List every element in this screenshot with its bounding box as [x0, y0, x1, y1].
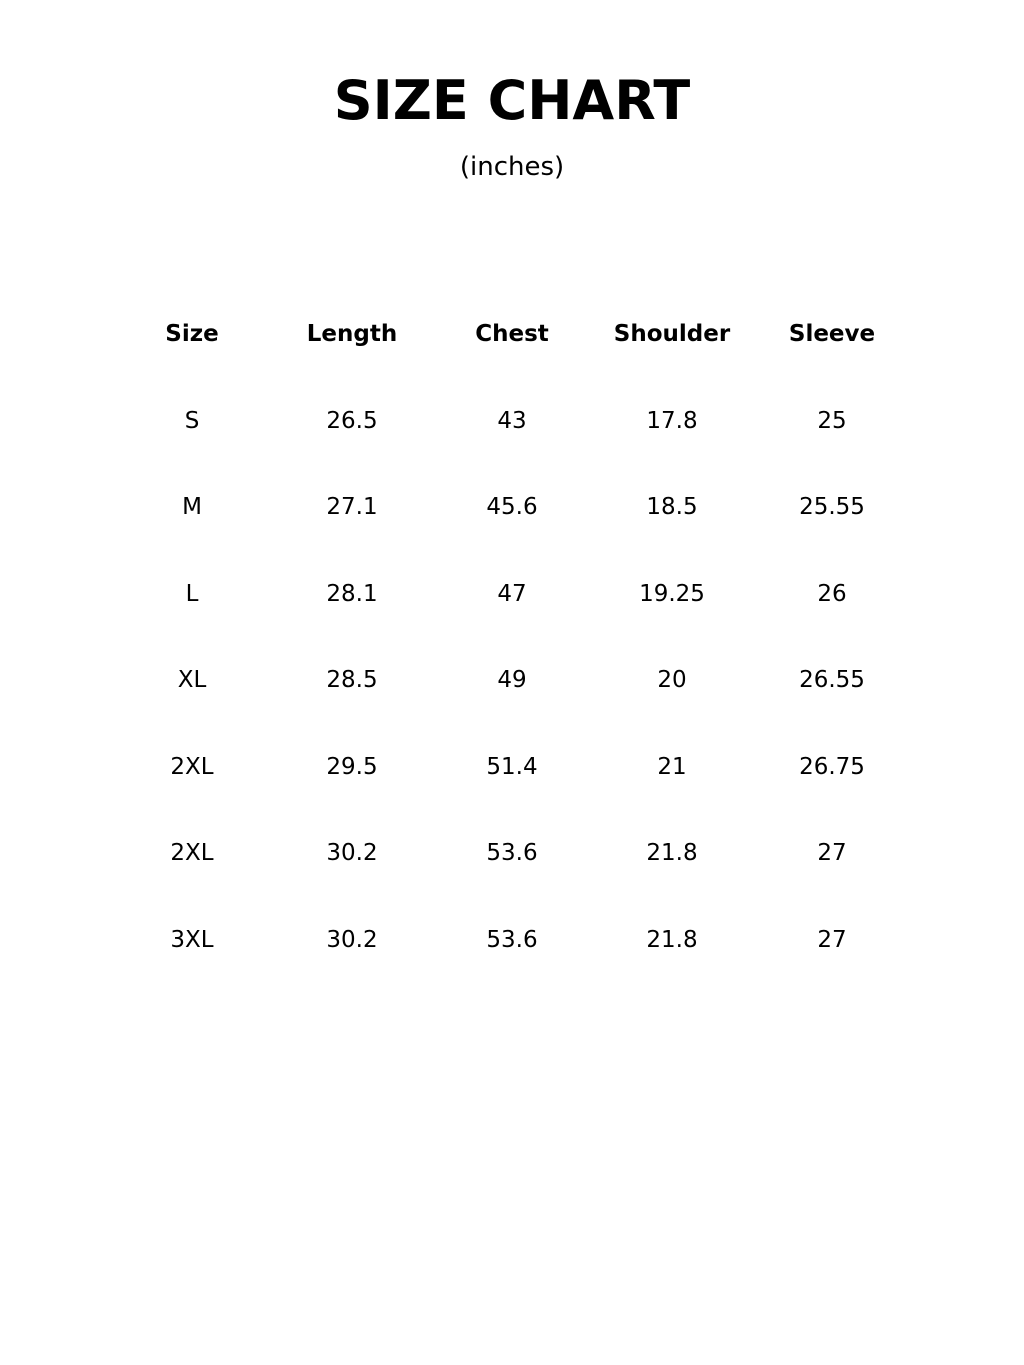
cell-shoulder: 20: [657, 667, 687, 694]
cell-size: S: [184, 407, 200, 434]
table-row: [112, 551, 912, 638]
cell-shoulder: 19.25: [639, 580, 705, 607]
column-header-chest: Chest: [475, 321, 549, 348]
size-table: [112, 291, 912, 983]
column-header-shoulder: Shoulder: [613, 321, 731, 348]
cell-size: L: [185, 580, 199, 607]
cell-sleeve: 26.55: [799, 667, 865, 694]
column-header-size: Size: [165, 321, 219, 348]
table-row: [112, 378, 912, 465]
column-header-length: Length: [306, 321, 398, 348]
cell-sleeve: 26.75: [799, 753, 865, 780]
table-row: [112, 637, 912, 724]
cell-shoulder: 17.8: [646, 407, 698, 434]
cell-length: 29.5: [326, 753, 378, 780]
cell-shoulder: 21: [657, 753, 687, 780]
cell-size: M: [182, 494, 202, 521]
cell-sleeve: 25: [817, 407, 847, 434]
cell-size: 2XL: [170, 753, 214, 780]
cell-sleeve: 27: [817, 926, 847, 953]
table-row: [112, 724, 912, 811]
cell-length: 26.5: [326, 407, 378, 434]
cell-shoulder: 18.5: [646, 494, 698, 521]
units-subtitle: (inches): [459, 152, 565, 182]
cell-size: 3XL: [170, 926, 214, 953]
cell-length: 27.1: [326, 494, 378, 521]
cell-length: 30.2: [326, 926, 378, 953]
cell-chest: 45.6: [486, 494, 538, 521]
cell-chest: 51.4: [486, 753, 538, 780]
cell-size: 2XL: [170, 840, 214, 867]
cell-sleeve: 27: [817, 840, 847, 867]
table-row: [112, 464, 912, 551]
cell-chest: 47: [497, 580, 527, 607]
cell-shoulder: 21.8: [646, 926, 698, 953]
cell-chest: 53.6: [486, 926, 538, 953]
table-row: [112, 897, 912, 984]
column-header-sleeve: Sleeve: [788, 321, 876, 348]
table-row: [112, 810, 912, 897]
cell-length: 30.2: [326, 840, 378, 867]
cell-chest: 53.6: [486, 840, 538, 867]
cell-sleeve: 25.55: [799, 494, 865, 521]
cell-chest: 43: [497, 407, 527, 434]
cell-length: 28.5: [326, 667, 378, 694]
page-title: SIZE CHART: [333, 69, 691, 132]
cell-length: 28.1: [326, 580, 378, 607]
cell-chest: 49: [497, 667, 527, 694]
table-header-row: [112, 291, 912, 378]
cell-size: XL: [177, 667, 207, 694]
cell-sleeve: 26: [817, 580, 847, 607]
cell-shoulder: 21.8: [646, 840, 698, 867]
